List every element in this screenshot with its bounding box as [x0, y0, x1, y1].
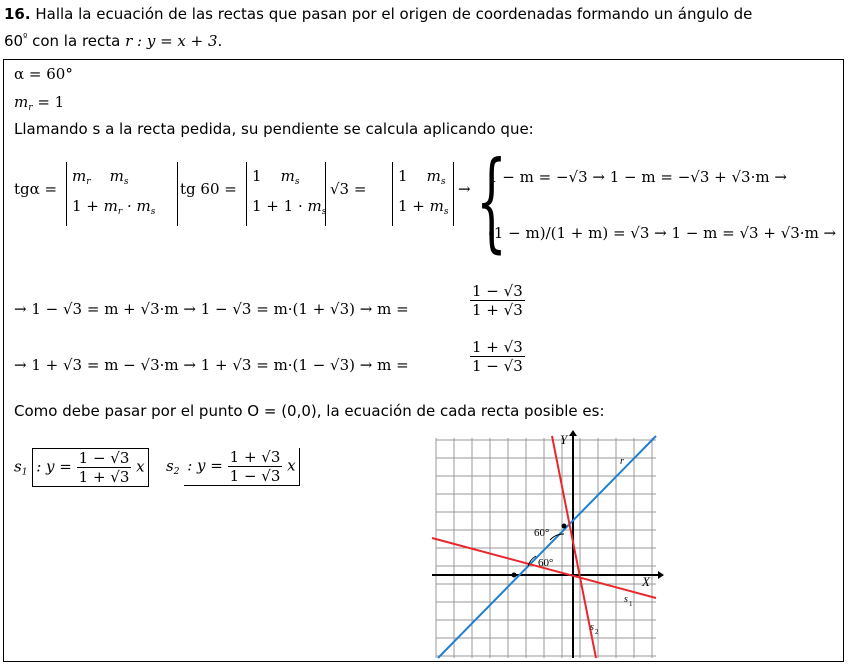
- derivation-line-1-fraction: [470, 282, 525, 319]
- y-axis-label: Y: [560, 432, 568, 447]
- mr-m: m: [14, 93, 29, 111]
- s2-graph-label: s: [590, 622, 594, 633]
- problem-text-2: con la recta: [27, 32, 126, 50]
- problem-text-1: Halla la ecuación de las rectas que pasan por el origen de coordenadas formando un ángulo de: [30, 5, 753, 23]
- s2-graph-sub: 2: [595, 628, 599, 636]
- conclusion-text: Como debe pasar por el punto O = (0,0), la ecuación de cada recta posible es:: [14, 402, 605, 420]
- fraction-1-denominator: 1 + √3: [472, 301, 523, 319]
- s2-eq: : y =: [187, 456, 223, 475]
- s2-numerator: 1 + √3: [229, 448, 281, 466]
- s1-x: x: [136, 457, 145, 476]
- y-axis-arrow: [569, 430, 577, 436]
- fraction-2-denominator: 1 − √3: [472, 357, 523, 375]
- s2-sub: 2: [173, 467, 180, 477]
- sqrt3-label: √3 =: [330, 180, 367, 198]
- problem-statement: [4, 2, 844, 53]
- case-1: 1 − m = −√3 → 1 − m = −√3 + √3·m →: [488, 168, 787, 186]
- coordinate-graph: [428, 430, 664, 660]
- s1-sub: 1: [21, 467, 28, 478]
- problem-number: 16.: [4, 5, 31, 23]
- mr-sub: r: [28, 103, 33, 113]
- line-r-equation: r : y = x + 3: [125, 32, 218, 50]
- mr-value: = 1: [32, 93, 65, 111]
- s2-x: x: [287, 456, 296, 475]
- tg60-expression: 1 $m_s$ $1 + 1 \cdot m_s$: [246, 162, 326, 226]
- intro-text: Llamando s a la recta pedida, su pendiente se calcula aplicando que:: [14, 120, 534, 138]
- case-2: (1 − m)/(1 + m) = √3 → 1 − m = √3 + √3·m →: [488, 224, 837, 242]
- cases-brace: {: [476, 139, 507, 264]
- derivation-line-1: → 1 − √3 = m + √3·m → 1 − √3 = m·(1 + √3) → m =: [14, 300, 409, 318]
- fraction-2-numerator: 1 + √3: [472, 338, 523, 356]
- r-label: r: [620, 456, 624, 467]
- alpha-equation: α = 60°: [14, 65, 73, 83]
- s1-denominator: 1 + √3: [78, 468, 130, 486]
- x-axis-arrow: [658, 571, 664, 579]
- angle-label-1: 60°: [534, 527, 550, 539]
- period: .: [217, 32, 223, 50]
- tg60-label: tg 60 =: [180, 180, 237, 198]
- angle-label-2: 60°: [538, 557, 554, 569]
- answer-s1: [14, 448, 149, 487]
- angle-value: 60: [4, 32, 24, 50]
- s2-denominator: 1 − √3: [229, 467, 281, 485]
- implies-arrow: →: [458, 180, 471, 198]
- sqrt3-expression: 1 $m_s$ $1 + m_s$: [392, 162, 454, 226]
- s1-eq: : y =: [36, 457, 72, 476]
- intersection-point-s2-r: [562, 524, 567, 529]
- derivation-line-2-fraction: [470, 338, 525, 375]
- degree-sign: º: [23, 33, 28, 43]
- s1-label: s: [14, 457, 22, 476]
- mr-equation: [14, 93, 64, 113]
- s1-graph-label: s: [624, 594, 628, 605]
- s2-label: s: [166, 457, 174, 475]
- derivation-line-2: → 1 + √3 = m − √3·m → 1 + √3 = m·(1 − √3) → m =: [14, 356, 409, 374]
- answer-s2: [166, 448, 300, 486]
- tg-alpha-expression: $m_r$ $m_s$ $1 + m_r \cdot m_s$: [66, 162, 178, 226]
- intersection-point-s1-r: [512, 573, 517, 578]
- s1-numerator: 1 − √3: [78, 449, 130, 467]
- tg-alpha-label: tgα =: [14, 180, 58, 198]
- line-r: [438, 436, 656, 658]
- fraction-1-numerator: 1 − √3: [472, 282, 523, 300]
- x-axis-label: X: [642, 574, 650, 589]
- s1-graph-sub: 1: [629, 600, 633, 608]
